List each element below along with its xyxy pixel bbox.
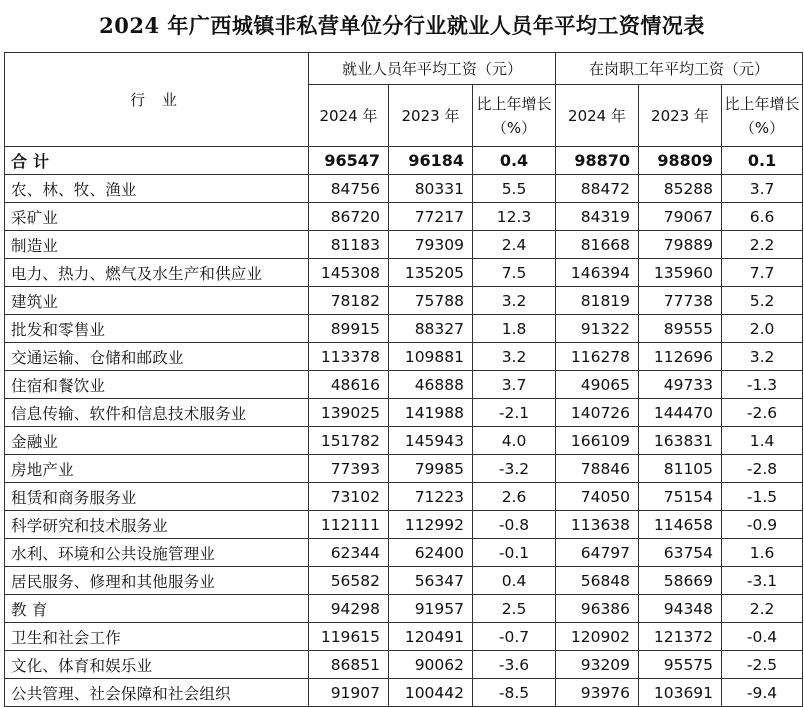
employee-growth-rate: 3.2 [473, 287, 556, 315]
staff-wage-2024: 120902 [556, 623, 639, 651]
employee-wage-2024: 77393 [309, 455, 389, 483]
employee-growth-rate: 1.8 [473, 315, 556, 343]
header-staff-2024: 2024 年 [556, 85, 639, 147]
staff-wage-2023: 163831 [639, 427, 722, 455]
table-row [5, 175, 803, 203]
staff-wage-2024: 91322 [556, 315, 639, 343]
industry-name: 批发和零售业 [5, 315, 309, 343]
employee-growth-rate: 0.4 [473, 567, 556, 595]
table-row [5, 399, 803, 427]
employee-wage-2024: 86851 [309, 651, 389, 679]
header-staff-growth: 比上年增长（%） [722, 85, 803, 147]
industry-name: 租赁和商务服务业 [5, 483, 309, 511]
employee-growth-rate: 2.5 [473, 595, 556, 623]
employee-wage-2023: 145943 [389, 427, 473, 455]
table-row [5, 595, 803, 623]
industry-name: 金融业 [5, 427, 309, 455]
staff-growth-rate: 5.2 [722, 287, 803, 315]
staff-wage-2023: 79889 [639, 231, 722, 259]
staff-growth-rate: 0.1 [722, 147, 803, 175]
industry-name: 文化、体育和娱乐业 [5, 651, 309, 679]
employee-growth-rate: 0.4 [473, 147, 556, 175]
table-row [5, 623, 803, 651]
industry-name: 居民服务、修理和其他服务业 [5, 567, 309, 595]
employee-wage-2024: 84756 [309, 175, 389, 203]
employee-wage-2024: 94298 [309, 595, 389, 623]
employee-growth-rate: -0.7 [473, 623, 556, 651]
employee-wage-2023: 141988 [389, 399, 473, 427]
staff-growth-rate: 2.2 [722, 595, 803, 623]
industry-name: 水利、环境和公共设施管理业 [5, 539, 309, 567]
employee-wage-2024: 86720 [309, 203, 389, 231]
staff-wage-2023: 144470 [639, 399, 722, 427]
staff-wage-2023: 49733 [639, 371, 722, 399]
employee-wage-2023: 62400 [389, 539, 473, 567]
staff-wage-2023: 114658 [639, 511, 722, 539]
employee-growth-rate: 2.4 [473, 231, 556, 259]
staff-wage-2023: 103691 [639, 679, 722, 707]
industry-name: 信息传输、软件和信息技术服务业 [5, 399, 309, 427]
staff-growth-rate: 2.2 [722, 231, 803, 259]
table-row [5, 287, 803, 315]
employee-wage-2023: 79985 [389, 455, 473, 483]
staff-wage-2024: 140726 [556, 399, 639, 427]
employee-wage-2023: 56347 [389, 567, 473, 595]
table-row [5, 567, 803, 595]
staff-wage-2023: 121372 [639, 623, 722, 651]
staff-wage-2024: 93209 [556, 651, 639, 679]
employee-wage-2024: 119615 [309, 623, 389, 651]
employee-wage-2023: 112992 [389, 511, 473, 539]
header-employee-growth: 比上年增长（%） [473, 85, 556, 147]
staff-wage-2024: 64797 [556, 539, 639, 567]
employee-growth-rate: 7.5 [473, 259, 556, 287]
staff-growth-rate: -0.9 [722, 511, 803, 539]
staff-wage-2023: 77738 [639, 287, 722, 315]
employee-growth-rate: -8.5 [473, 679, 556, 707]
total-row [5, 147, 803, 175]
staff-wage-2024: 113638 [556, 511, 639, 539]
employee-wage-2024: 151782 [309, 427, 389, 455]
industry-name: 教 育 [5, 595, 309, 623]
employee-wage-2023: 71223 [389, 483, 473, 511]
employee-wage-2023: 135205 [389, 259, 473, 287]
staff-wage-2023: 95575 [639, 651, 722, 679]
employee-wage-2023: 109881 [389, 343, 473, 371]
employee-wage-2023: 100442 [389, 679, 473, 707]
staff-wage-2024: 88472 [556, 175, 639, 203]
employee-wage-2024: 62344 [309, 539, 389, 567]
staff-growth-rate: 6.6 [722, 203, 803, 231]
employee-wage-2023: 77217 [389, 203, 473, 231]
header-employee-wage: 就业人员年平均工资（元） [309, 53, 556, 85]
employee-wage-2023: 91957 [389, 595, 473, 623]
wage-table [4, 52, 803, 707]
employee-wage-2023: 46888 [389, 371, 473, 399]
staff-wage-2023: 94348 [639, 595, 722, 623]
employee-wage-2023: 90062 [389, 651, 473, 679]
industry-name: 房地产业 [5, 455, 309, 483]
table-header [5, 53, 803, 147]
staff-wage-2024: 96386 [556, 595, 639, 623]
staff-wage-2024: 93976 [556, 679, 639, 707]
staff-growth-rate: -9.4 [722, 679, 803, 707]
employee-growth-rate: -0.8 [473, 511, 556, 539]
staff-wage-2023: 135960 [639, 259, 722, 287]
industry-name: 电力、热力、燃气及水生产和供应业 [5, 259, 309, 287]
staff-wage-2024: 56848 [556, 567, 639, 595]
staff-wage-2024: 98870 [556, 147, 639, 175]
staff-growth-rate: 3.2 [722, 343, 803, 371]
staff-growth-rate: -1.3 [722, 371, 803, 399]
header-employee-2023: 2023 年 [389, 85, 473, 147]
table-row [5, 511, 803, 539]
staff-wage-2023: 79067 [639, 203, 722, 231]
staff-growth-rate: -2.5 [722, 651, 803, 679]
staff-growth-rate: 7.7 [722, 259, 803, 287]
industry-name: 住宿和餐饮业 [5, 371, 309, 399]
staff-wage-2023: 112696 [639, 343, 722, 371]
staff-growth-rate: 3.7 [722, 175, 803, 203]
table-row [5, 203, 803, 231]
staff-growth-rate: 2.0 [722, 315, 803, 343]
staff-wage-2024: 49065 [556, 371, 639, 399]
staff-growth-rate: 1.6 [722, 539, 803, 567]
table-body [5, 147, 803, 707]
staff-growth-rate: -1.5 [722, 483, 803, 511]
employee-wage-2024: 89915 [309, 315, 389, 343]
staff-wage-2024: 116278 [556, 343, 639, 371]
staff-wage-2023: 89555 [639, 315, 722, 343]
employee-wage-2024: 96547 [309, 147, 389, 175]
table-row [5, 371, 803, 399]
staff-wage-2023: 75154 [639, 483, 722, 511]
staff-growth-rate: -0.4 [722, 623, 803, 651]
employee-wage-2024: 113378 [309, 343, 389, 371]
staff-wage-2023: 58669 [639, 567, 722, 595]
staff-growth-rate: -2.8 [722, 455, 803, 483]
employee-growth-rate: -0.1 [473, 539, 556, 567]
employee-wage-2023: 75788 [389, 287, 473, 315]
employee-wage-2024: 139025 [309, 399, 389, 427]
staff-growth-rate: -3.1 [722, 567, 803, 595]
industry-name: 合 计 [5, 147, 309, 175]
staff-growth-rate: 1.4 [722, 427, 803, 455]
table-title: 2024 年广西城镇非私营单位分行业就业人员年平均工资情况表 [99, 13, 705, 38]
employee-wage-2024: 48616 [309, 371, 389, 399]
table-row [5, 343, 803, 371]
staff-wage-2024: 81668 [556, 231, 639, 259]
staff-wage-2023: 98809 [639, 147, 722, 175]
table-row [5, 651, 803, 679]
employee-growth-rate: -3.6 [473, 651, 556, 679]
employee-wage-2023: 120491 [389, 623, 473, 651]
employee-wage-2024: 78182 [309, 287, 389, 315]
staff-wage-2023: 85288 [639, 175, 722, 203]
header-industry: 行 业 [5, 53, 309, 147]
employee-growth-rate: 3.2 [473, 343, 556, 371]
table-row [5, 455, 803, 483]
industry-name: 制造业 [5, 231, 309, 259]
employee-wage-2023: 88327 [389, 315, 473, 343]
table-row [5, 259, 803, 287]
industry-name: 建筑业 [5, 287, 309, 315]
employee-wage-2024: 56582 [309, 567, 389, 595]
employee-wage-2023: 79309 [389, 231, 473, 259]
table-row [5, 315, 803, 343]
industry-name: 采矿业 [5, 203, 309, 231]
employee-growth-rate: 3.7 [473, 371, 556, 399]
staff-wage-2024: 166109 [556, 427, 639, 455]
staff-wage-2024: 81819 [556, 287, 639, 315]
staff-growth-rate: -2.6 [722, 399, 803, 427]
staff-wage-2024: 74050 [556, 483, 639, 511]
industry-name: 公共管理、社会保障和社会组织 [5, 679, 309, 707]
employee-growth-rate: -3.2 [473, 455, 556, 483]
employee-growth-rate: -2.1 [473, 399, 556, 427]
industry-name: 农、林、牧、渔业 [5, 175, 309, 203]
header-staff-2023: 2023 年 [639, 85, 722, 147]
industry-name: 卫生和社会工作 [5, 623, 309, 651]
employee-wage-2024: 73102 [309, 483, 389, 511]
employee-wage-2024: 112111 [309, 511, 389, 539]
employee-growth-rate: 12.3 [473, 203, 556, 231]
employee-growth-rate: 2.6 [473, 483, 556, 511]
staff-wage-2024: 84319 [556, 203, 639, 231]
employee-growth-rate: 4.0 [473, 427, 556, 455]
employee-wage-2023: 96184 [389, 147, 473, 175]
industry-name: 科学研究和技术服务业 [5, 511, 309, 539]
table-row [5, 427, 803, 455]
employee-wage-2024: 81183 [309, 231, 389, 259]
employee-growth-rate: 5.5 [473, 175, 556, 203]
employee-wage-2023: 80331 [389, 175, 473, 203]
staff-wage-2024: 78846 [556, 455, 639, 483]
header-employee-2024: 2024 年 [309, 85, 389, 147]
industry-name: 交通运输、仓储和邮政业 [5, 343, 309, 371]
staff-wage-2024: 146394 [556, 259, 639, 287]
employee-wage-2024: 145308 [309, 259, 389, 287]
table-row [5, 231, 803, 259]
employee-wage-2024: 91907 [309, 679, 389, 707]
table-row [5, 483, 803, 511]
table-row [5, 679, 803, 707]
staff-wage-2023: 81105 [639, 455, 722, 483]
staff-wage-2023: 63754 [639, 539, 722, 567]
header-staff-wage: 在岗职工年平均工资（元） [556, 53, 803, 85]
table-row [5, 539, 803, 567]
